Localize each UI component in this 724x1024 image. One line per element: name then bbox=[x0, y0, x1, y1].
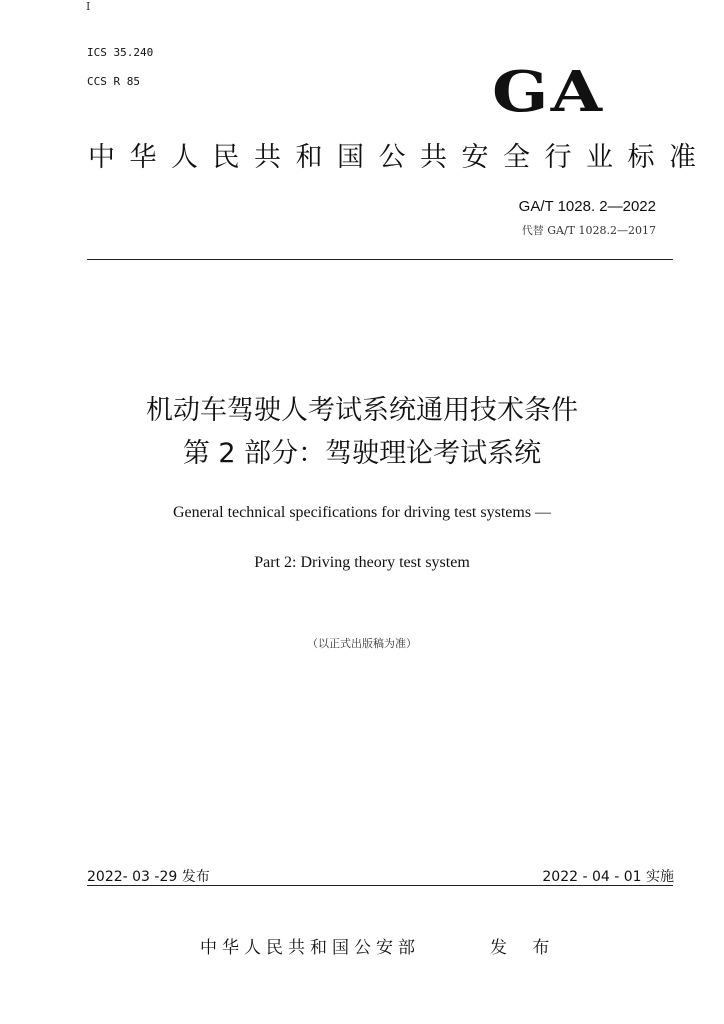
top-divider bbox=[87, 259, 673, 260]
issue-date: 2022- 03 -29 发布 bbox=[87, 869, 210, 885]
draft-note: （以正式出版稿为准） bbox=[307, 637, 417, 650]
bottom-divider bbox=[87, 885, 673, 886]
ga-logo: GA bbox=[492, 59, 605, 125]
title-en-line2: Part 2: Driving theory test system bbox=[254, 554, 470, 571]
implementation-date: 2022 - 04 - 01 实施 bbox=[542, 869, 674, 885]
standard-category-title: 中华人民共和国公共安全行业标准 bbox=[88, 142, 711, 173]
issuing-authority: 中华人民共和国公安部 bbox=[200, 938, 420, 958]
title-cn-line2: 第 2 部分：驾驶理论考试系统 bbox=[182, 438, 542, 469]
replaces-standard: 代替 GA/T 1028.2—2017 bbox=[521, 224, 656, 237]
ics-code: ICS 35.240 bbox=[87, 46, 154, 59]
standard-number: GA/T 1028. 2—2022 bbox=[518, 198, 656, 215]
issue-label: 发 布 bbox=[490, 938, 560, 958]
title-en-line1: General technical specifications for driving test systems — bbox=[172, 504, 552, 521]
title-cn-line1: 机动车驾驶人考试系统通用技术条件 bbox=[146, 395, 578, 426]
ccs-code: CCS R 85 bbox=[87, 75, 140, 88]
page-marker: I bbox=[86, 0, 91, 13]
